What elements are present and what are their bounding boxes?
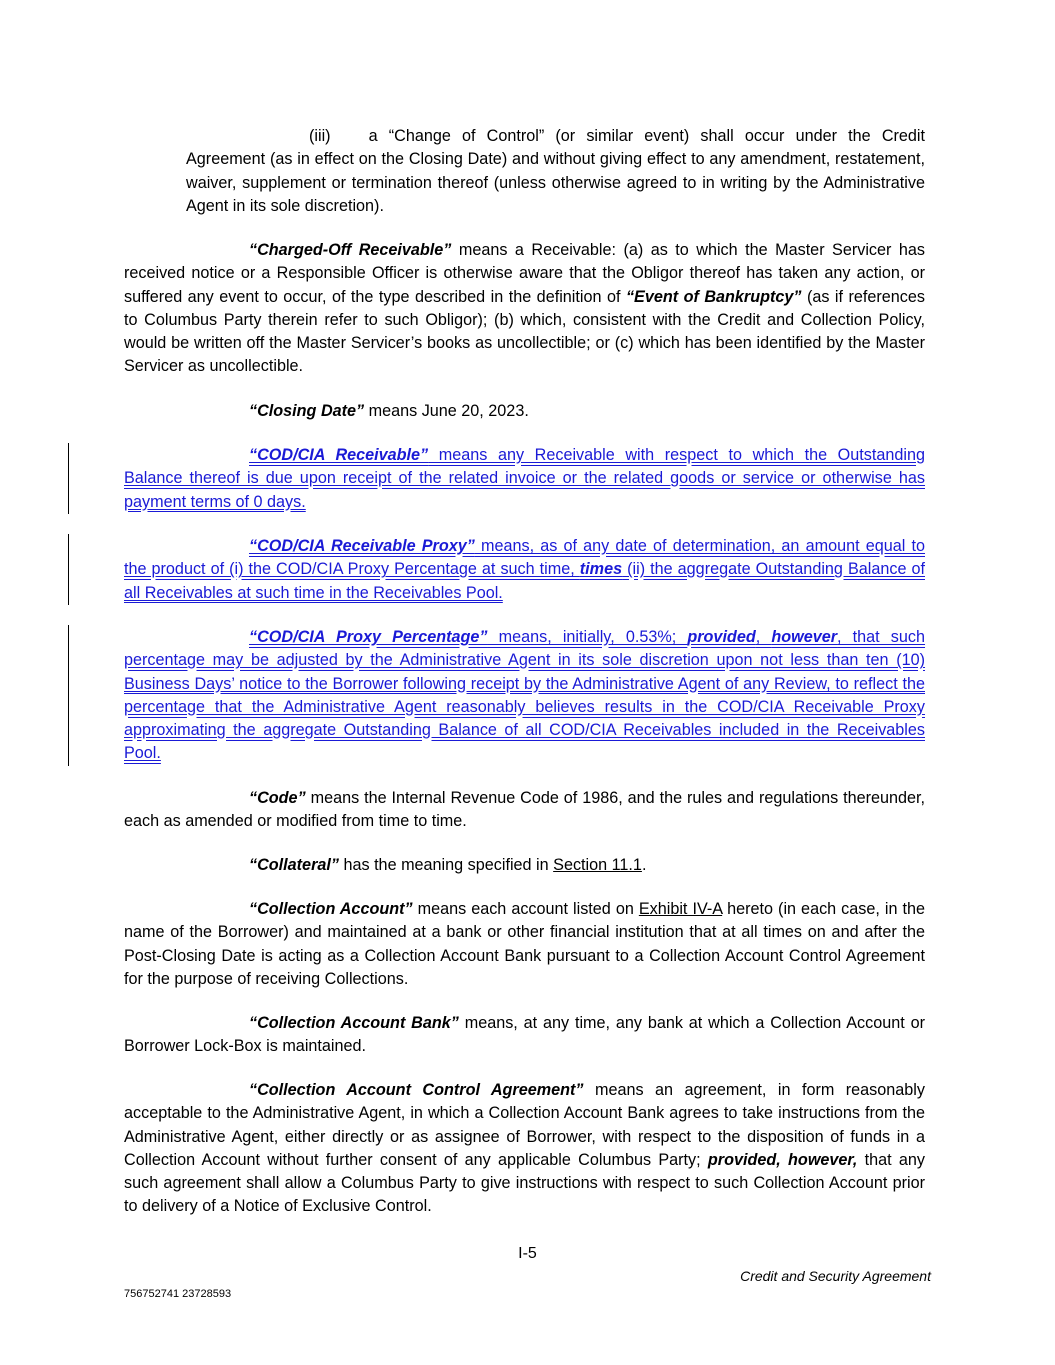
definition-text: hereto (in each case, in the name of the Borrower) and maintained at a bank or other financial institution that at all times on and after the Post-Closing Date is acting as a Collection Account Bank pursuant to a Collection Account Control Agreement for the purpose of receiving Collections. [124,900,925,988]
definition-cod-cia-receivable [124,444,925,514]
section-reference: Section 11.1 [553,856,642,874]
document-title-footer: Credit and Security Agreement [740,1268,931,1284]
however-emphasis: however [771,628,838,646]
provided-however-emphasis: provided, however, [707,1150,858,1169]
definition-charged-off-receivable [124,239,925,379]
definition-text: means the Internal Revenue Code of 1986, and the rules and regulations thereunder, each as amended or modified from time to time. [124,789,925,831]
definition-text: means June 20, 2023. [364,402,529,420]
defined-term: “Collection Account” [249,900,413,918]
defined-term: “COD/CIA Receivable” [249,446,429,464]
definition-collection-account [124,898,925,991]
definition-text: means a Receivable: (a) as to which the Master Servicer has received notice or a Responsible Officer is otherwise aware that the Obligor thereof has taken any action, or suffered any event to occur, of the type described in the definition of [124,241,925,306]
definition-text: (as if references to Columbus Party therein refer to such Obligor); (b) which, consistent with the Credit and Collection Policy, would be written off the Master Servicer’s books as uncollectible; or (c) which has been identified by the Master Servicer as uncollectible. [124,287,925,376]
term-reference: “Event of Bankruptcy” [625,287,802,306]
times-emphasis: times [579,560,623,579]
defined-term: “Closing Date” [249,402,365,420]
subclause-text: a “Change of Control” (or similar event) shall occur under the Credit Agreement (as in effect on the Closing Date) and without giving effect to any amendment, restatement, waiver, supplement or termination thereof (unless otherwise agreed to in writing by the Administrative Agent in its sole discretion). [186,127,925,215]
definition-text: , [755,628,772,646]
definition-code [124,787,925,834]
definition-collection-account-control-agreement [124,1079,925,1219]
page-number: I-5 [518,1245,537,1262]
document-id: 756752741 23728593 [124,1288,232,1300]
change-bar [68,443,69,514]
defined-term: “Code” [249,789,306,807]
change-bar [68,625,69,766]
definition-text: means, at any time, any bank at which a Collection Account or Borrower Lock-Box is maintained. [124,1014,925,1056]
definition-text: means an agreement, in form reasonably acceptable to the Administrative Agent, in which a Collection Account Bank agrees to take instructions from the Administrative Agent, either directly or as assignee of Borrower, with respect to the disposition of funds in a Collection Account without further consent of any applicable Columbus Party; [124,1081,925,1169]
definition-collateral [124,854,925,877]
subclause-iii [186,125,925,218]
defined-term: “Charged-Off Receivable” [249,241,452,259]
definition-text: means, as of any date of determination, an amount equal to the product of (i) the COD/CIA Proxy Percentage at such time, [124,537,925,579]
defined-term: “COD/CIA Proxy Percentage” [249,628,488,646]
definition-text: means each account listed on [412,900,639,918]
definition-text: that any such agreement shall allow a Columbus Party to give instructions with respect to such Collection Account prior to delivery of a Notice of Exclusive Control. [124,1150,925,1216]
definition-text: means any Receivable with respect to which the Outstanding Balance thereof is due upon receipt of the related invoice or the related goods or service or otherwise has payment terms of 0 days. [124,446,925,511]
definition-closing-date [124,400,925,423]
provided-emphasis: provided [687,628,756,646]
definition-collection-account-bank [124,1012,925,1059]
definition-text: has the meaning specified in [338,856,554,874]
exhibit-reference: Exhibit IV-A [638,900,723,918]
definition-text: (ii) the aggregate Outstanding Balance of all Receivables at such time in the Receivables Pool. [124,560,925,602]
change-bar [68,534,69,605]
definition-cod-cia-receivable-proxy [124,535,925,605]
defined-term: “COD/CIA Receivable Proxy” [249,537,475,555]
definition-text: means, initially, 0.53%; [487,628,688,646]
defined-term: “Collateral” [249,856,339,874]
defined-term: “Collection Account Bank” [249,1014,459,1032]
subclause-number: (iii) [309,127,331,145]
definition-text: . [641,856,647,874]
defined-term: “Collection Account Control Agreement” [249,1081,584,1099]
definition-text: , that such percentage may be adjusted by the Administrative Agent in its sole discretion upon not less than ten (10) Business Days’ notice to the Borrower following receipt by the Administrative Agent of any Review, to reflect the percentage that the Administrative Agent reasonably believes results in the COD/CIA Receivable Proxy approximating the aggregate Outstanding Balance of all COD/CIA Receivables included in the Receivables Pool. [124,628,926,763]
definition-cod-cia-proxy-percentage [124,626,925,766]
